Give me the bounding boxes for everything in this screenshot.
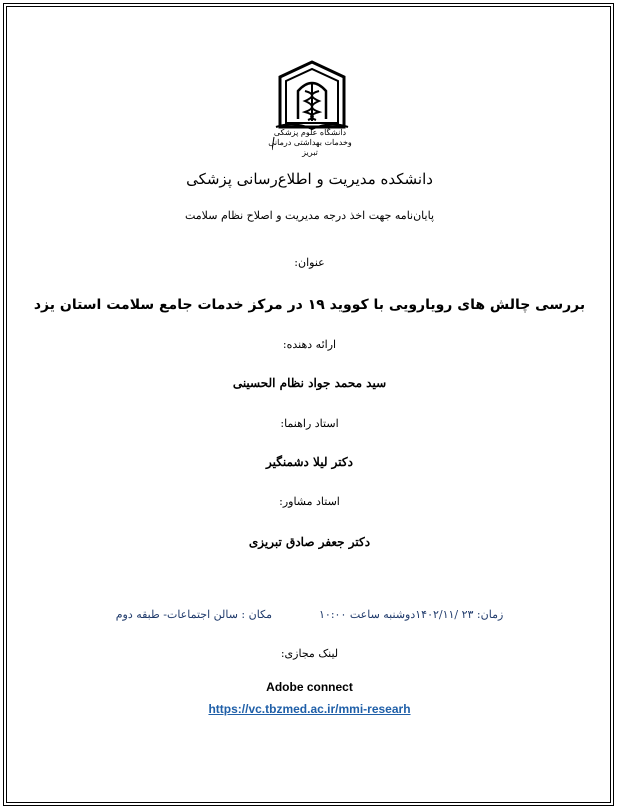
session-place: مکان : سالن اجتماعات- طبقه دوم xyxy=(115,608,273,621)
title-label: عنوان: xyxy=(294,256,325,269)
presenter-label: ارائه دهنده: xyxy=(282,338,337,351)
thesis-purpose: پایان‌نامه جهت اخذ درجه مدیریت و اصلاح نظام سلامت xyxy=(184,209,435,222)
thesis-title: بررسی چالش های رویارویی با کووید ۱۹ در مرکز خدمات جامع سلامت استان یزد xyxy=(33,297,586,313)
logo-caption-line2: وخدمات بهداشتی درمانی تبریز xyxy=(268,138,352,157)
online-platform: Adobe connect xyxy=(266,680,353,694)
supervisor-label: استاد راهنما: xyxy=(280,417,339,430)
logo-caption xyxy=(265,128,355,158)
online-link[interactable]: https://vc.tbzmed.ac.ir/mmi-researh xyxy=(208,702,411,716)
advisor-name: دکتر جعفر صادق تبریزی xyxy=(248,535,371,549)
faculty-name: دانشکده مدیریت و اطلاع‌رسانی پزشکی xyxy=(186,170,433,188)
online-label: لینک مجازی: xyxy=(280,647,339,660)
advisor-label: استاد مشاور: xyxy=(279,495,340,508)
presenter-name: سید محمد جواد نظام الحسینی xyxy=(232,376,387,390)
session-time: زمان: ۲۳ /۱۴۰۲/۱۱دوشنبه ساعت ۱۰:۰۰ xyxy=(319,608,504,621)
session-info xyxy=(0,608,619,621)
supervisor-name: دکتر لیلا دشمنگیر xyxy=(266,455,353,469)
logo-caption-line1: دانشگاه علوم پزشکی xyxy=(273,128,347,137)
